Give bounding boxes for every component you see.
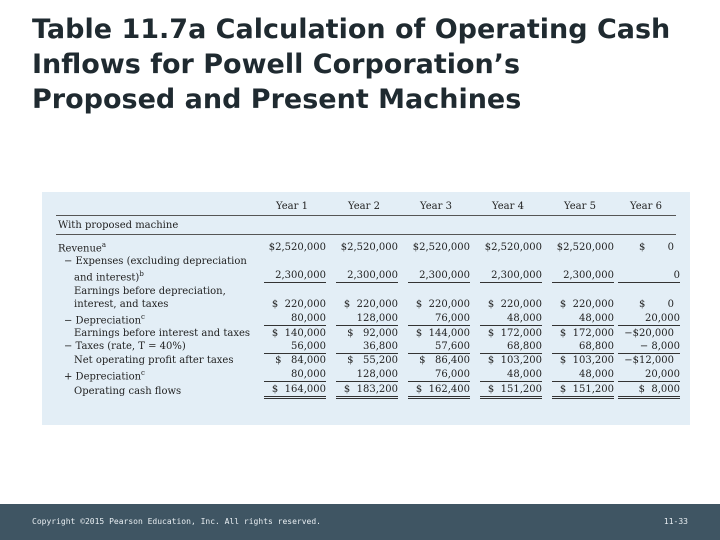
column-header: Year 3 (400, 197, 472, 216)
table-cell (544, 268, 616, 284)
table-cell-value: $ 220,000 (343, 298, 398, 310)
row-label-text: − Expenses (excluding depreciation (64, 256, 247, 268)
table-cell-value: $ 103,200 (559, 354, 614, 366)
table-cell (616, 383, 680, 399)
column-header: Year 2 (328, 197, 400, 216)
table-cell-value: 128,000 (336, 368, 398, 382)
table-cell (256, 327, 328, 340)
table-cell (472, 285, 544, 298)
footnote-marker: b (139, 270, 144, 279)
table-cell (616, 239, 676, 255)
table-cell-value: $ 220,000 (415, 298, 470, 310)
table-cell (616, 367, 680, 383)
column-header: Year 6 (616, 197, 676, 216)
cash-flow-table-panel (42, 192, 690, 425)
table-cell (256, 285, 328, 298)
table-cell (400, 298, 472, 311)
table-cell-value: 76,000 (408, 312, 470, 326)
header-label-cell (56, 197, 256, 216)
table-cell (400, 354, 472, 367)
table-row (56, 340, 676, 354)
table-cell (256, 268, 328, 284)
table-cell (256, 340, 328, 354)
table-cell-value: 68,800 (552, 340, 614, 354)
table-cell-value: 48,000 (552, 368, 614, 382)
table-cell-value: $ 140,000 (271, 327, 326, 339)
table-cell-value: 2,300,000 (408, 269, 470, 283)
column-header: Year 4 (472, 197, 544, 216)
row-label (56, 367, 256, 383)
row-label (56, 383, 256, 399)
row-label-text: − Depreciation (64, 314, 142, 326)
column-header: Year 1 (256, 197, 328, 216)
table-cell (328, 354, 400, 367)
table-row (56, 298, 676, 311)
table-cell (256, 311, 328, 327)
table-cell (256, 239, 328, 255)
row-label-text: Earnings before interest and taxes (74, 327, 251, 339)
table-row (56, 255, 676, 268)
table-cell (472, 367, 544, 383)
table-cell-value: 36,800 (336, 340, 398, 354)
table-cell (544, 340, 616, 354)
table-row (56, 367, 676, 383)
table-cell-value: 80,000 (264, 312, 326, 326)
table-cell (544, 327, 616, 340)
table-cell (400, 367, 472, 383)
table-cell-value: 128,000 (336, 312, 398, 326)
table-cell-value: 48,000 (480, 312, 542, 326)
table-cell (472, 340, 544, 354)
table-cell (472, 268, 544, 284)
table-cell-value: $ 151,200 (480, 383, 542, 399)
table-cell (544, 383, 616, 399)
table-cell (472, 383, 544, 399)
table-cell (256, 298, 328, 311)
row-label-text: + Depreciation (64, 371, 142, 383)
row-label (56, 340, 256, 354)
table-cell (472, 327, 544, 340)
table-cell-value: 2,300,000 (480, 269, 542, 283)
footer-bar (0, 504, 720, 540)
table-cell (472, 298, 544, 311)
table-cell-value: −$12,000 (624, 354, 674, 366)
table-cell-value: $ 55,200 (347, 354, 398, 366)
table-cell-value: $2,520,000 (340, 241, 398, 253)
row-label-text: Earnings before depreciation, (74, 285, 226, 297)
row-label-text: and interest) (74, 272, 140, 284)
table-cell-value: $ 8,000 (618, 383, 680, 399)
title-line-1: Table 11.7a Calculation of Operating Cash (32, 14, 671, 45)
table-cell (256, 367, 328, 383)
table-cell (328, 327, 400, 340)
table-cell-value: $ 103,200 (487, 354, 542, 366)
table-cell (616, 268, 680, 284)
table-row (56, 285, 676, 298)
copyright-text: Copyright ©2015 Pearson Education, Inc. All rights reserved. (32, 517, 321, 526)
table-cell-value: 20,000 (618, 368, 680, 382)
table-cell-value: $ 86,400 (419, 354, 470, 366)
table-cell-value: $ 0 (639, 298, 674, 310)
table-row (56, 327, 676, 340)
table-cell-value: $ 0 (639, 241, 674, 253)
table-cell (616, 311, 680, 327)
table-cell-value: 20,000 (618, 312, 680, 326)
table-cell (400, 239, 472, 255)
table-cell-value: $2,520,000 (484, 241, 542, 253)
table-cell (616, 298, 676, 311)
table-cell-value: 2,300,000 (336, 269, 398, 283)
table-cell (400, 340, 472, 354)
row-label (56, 255, 256, 268)
table-cell-value: $ 92,000 (347, 327, 398, 339)
row-label-text: − Taxes (rate, T = 40%) (64, 341, 186, 353)
table-cell (328, 311, 400, 327)
footnote-marker: c (141, 368, 145, 377)
table-cell (544, 311, 616, 327)
table-cell-value: 76,000 (408, 368, 470, 382)
table-cell-value: $2,520,000 (268, 241, 326, 253)
table-cell (472, 354, 544, 367)
table-cell-value: $ 151,200 (552, 383, 614, 399)
row-label (56, 311, 256, 327)
row-label (56, 239, 256, 255)
table-cell-value: 2,300,000 (552, 269, 614, 283)
section-label: With proposed machine (56, 216, 676, 235)
table-cell-value: 2,300,000 (264, 269, 326, 283)
table-cell (616, 354, 676, 367)
table-cell (328, 367, 400, 383)
footnote-marker: c (141, 312, 145, 321)
table-cell (256, 255, 328, 268)
table-cell (328, 239, 400, 255)
table-cell-value: $ 162,400 (408, 383, 470, 399)
table-cell (616, 327, 676, 340)
slide-title (32, 12, 702, 117)
table-cell-value: $2,520,000 (412, 241, 470, 253)
table-cell-value: 57,600 (408, 340, 470, 354)
table-cell (256, 383, 328, 399)
row-label (56, 327, 256, 340)
table-cell (544, 255, 616, 268)
table-cell (328, 255, 400, 268)
table-cell (256, 354, 328, 367)
column-header: Year 5 (544, 197, 616, 216)
table-cell-value: 48,000 (552, 312, 614, 326)
table-cell-value: −$20,000 (624, 327, 674, 339)
table-cell (400, 285, 472, 298)
table-cell (472, 255, 544, 268)
table-cell (544, 298, 616, 311)
table-cell-value: 0 (618, 269, 680, 283)
table-row (56, 383, 676, 399)
table-cell-value: $ 220,000 (487, 298, 542, 310)
table-cell-value: 56,000 (264, 340, 326, 354)
table-cell-value: 48,000 (480, 368, 542, 382)
table-cell (328, 285, 400, 298)
table-cell-value: $ 220,000 (271, 298, 326, 310)
table-cell-value: $ 172,000 (559, 327, 614, 339)
table-cell (400, 311, 472, 327)
row-label (56, 268, 256, 284)
table-cell (400, 383, 472, 399)
table-cell (544, 285, 616, 298)
row-label (56, 298, 256, 311)
table-cell (400, 255, 472, 268)
table-cell-value: $ 220,000 (559, 298, 614, 310)
table-cell (544, 367, 616, 383)
table-row (56, 268, 676, 284)
table-cell-value: $ 183,200 (336, 383, 398, 399)
table-cell-value: $ 172,000 (487, 327, 542, 339)
table-row (56, 239, 676, 255)
table-cell (472, 311, 544, 327)
row-label-text: Operating cash flows (74, 385, 182, 397)
page-number: 11-33 (663, 517, 688, 526)
table-cell (400, 268, 472, 284)
row-label-text: interest, and taxes (74, 298, 169, 310)
table-cell (544, 354, 616, 367)
table-cell-value: $2,520,000 (556, 241, 614, 253)
footnote-marker: a (101, 241, 107, 249)
table-cell-value: 80,000 (264, 368, 326, 382)
row-label (56, 285, 256, 298)
title-line-2: Inflows for Powell Corporation’s (32, 49, 521, 80)
table-cell (400, 327, 472, 340)
table-cell-value: 68,800 (480, 340, 542, 354)
table-cell (616, 255, 676, 268)
table-cell (472, 239, 544, 255)
table-cell-value: − 8,000 (618, 340, 680, 354)
table-row (56, 311, 676, 327)
operating-cash-flow-table (56, 197, 680, 399)
title-line-3: Proposed and Present Machines (32, 84, 522, 115)
table-row (56, 354, 676, 367)
table-cell (616, 285, 676, 298)
table-cell (328, 383, 400, 399)
table-cell-value: $ 164,000 (264, 383, 326, 399)
header-row (56, 197, 676, 216)
table-cell (544, 239, 616, 255)
row-label-text: Revenue (58, 243, 102, 255)
row-label (56, 354, 256, 367)
table-cell (328, 340, 400, 354)
table-cell (616, 340, 680, 354)
row-label-text: Net operating profit after taxes (74, 354, 234, 366)
table-cell (328, 268, 400, 284)
table-cell-value: $ 84,000 (275, 354, 326, 366)
table-cell-value: $ 144,000 (415, 327, 470, 339)
section-row (56, 216, 676, 235)
table-cell (328, 298, 400, 311)
